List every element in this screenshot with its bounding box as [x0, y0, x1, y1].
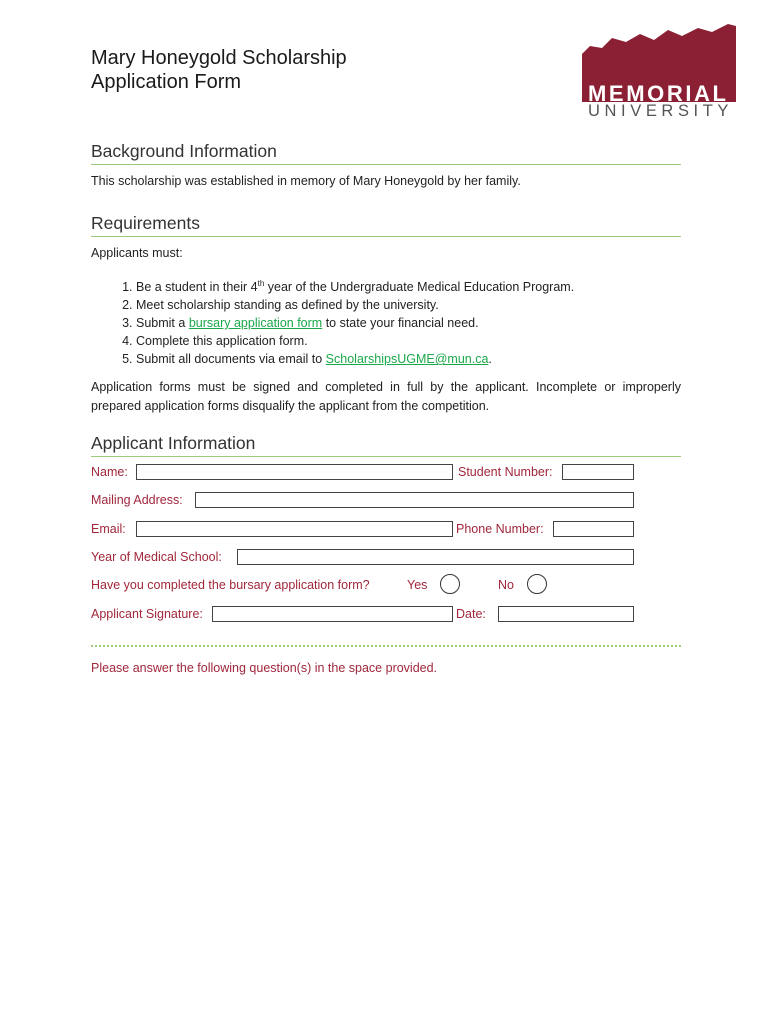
year-of-medical-school-label: Year of Medical School:	[91, 550, 222, 564]
logo-university-text: UNIVERSITY	[588, 102, 734, 120]
req1-sup: th	[257, 279, 265, 288]
requirement-item-5	[136, 350, 681, 368]
req5-post: .	[488, 352, 492, 367]
title-line-1: Mary Honeygold Scholarship	[91, 47, 347, 69]
requirements-section	[91, 213, 681, 416]
req3-pre: Submit a	[136, 316, 189, 331]
no-radio[interactable]	[527, 574, 547, 594]
requirement-item-3	[136, 314, 681, 332]
memorial-university-logo	[582, 24, 738, 124]
no-label: No	[498, 578, 514, 592]
requirements-warning: Application forms must be signed and completed in full by the applicant. Incomplete or improperly prepared application forms disqualify the applicant from the competition.	[91, 380, 681, 414]
requirements-list	[91, 275, 681, 368]
email-field[interactable]	[136, 521, 453, 537]
req1-pre: Be a student in their 4	[136, 280, 258, 295]
mailing-address-label: Mailing Address:	[91, 493, 183, 507]
name-field[interactable]	[136, 464, 453, 480]
phone-number-field[interactable]	[553, 521, 634, 537]
email-label: Email:	[91, 522, 126, 536]
signature-label: Applicant Signature:	[91, 607, 203, 621]
section-divider	[91, 645, 681, 647]
requirements-heading: Requirements	[91, 213, 681, 237]
requirement-item-2: 2. Meet scholarship standing as defined by the university.	[136, 296, 681, 314]
requirements-intro: Applicants must:	[91, 246, 183, 260]
year-of-medical-school-field[interactable]	[237, 549, 634, 565]
requirement-item-1	[136, 275, 681, 296]
name-label: Name:	[91, 465, 128, 479]
form-title	[91, 46, 347, 94]
req5-pre: Submit all documents via email to	[136, 352, 326, 367]
scholarship-email-link[interactable]: ScholarshipsUGME@mun.ca	[325, 352, 489, 367]
requirement-item-4: 4. Complete this application form.	[136, 332, 681, 350]
yes-radio[interactable]	[440, 574, 460, 594]
student-number-field[interactable]	[562, 464, 634, 480]
yes-label: Yes	[407, 578, 428, 592]
phone-number-label: Phone Number:	[456, 522, 544, 536]
applicant-form	[91, 462, 681, 662]
req1-post: year of the Undergraduate Medical Education Program.	[264, 280, 575, 295]
mailing-address-field[interactable]	[195, 492, 634, 508]
student-number-label: Student Number:	[458, 465, 553, 479]
applicant-section	[91, 433, 681, 457]
date-field[interactable]	[498, 606, 634, 622]
date-label: Date:	[456, 607, 486, 621]
logo-memorial-text: MEMORIAL	[588, 81, 729, 106]
bursary-question-label: Have you completed the bursary application form?	[91, 578, 370, 592]
background-text: This scholarship was established in memory of Mary Honeygold by her family.	[91, 174, 521, 188]
background-section	[91, 141, 681, 188]
title-line-2: Application Form	[91, 71, 242, 93]
req3-post: to state your financial need.	[322, 316, 479, 331]
question-prompt: Please answer the following question(s) in the space provided.	[91, 661, 438, 675]
signature-field[interactable]	[212, 606, 453, 622]
background-heading: Background Information	[91, 141, 681, 165]
applicant-heading: Applicant Information	[91, 433, 681, 457]
bursary-form-link[interactable]: bursary application form	[188, 316, 323, 331]
